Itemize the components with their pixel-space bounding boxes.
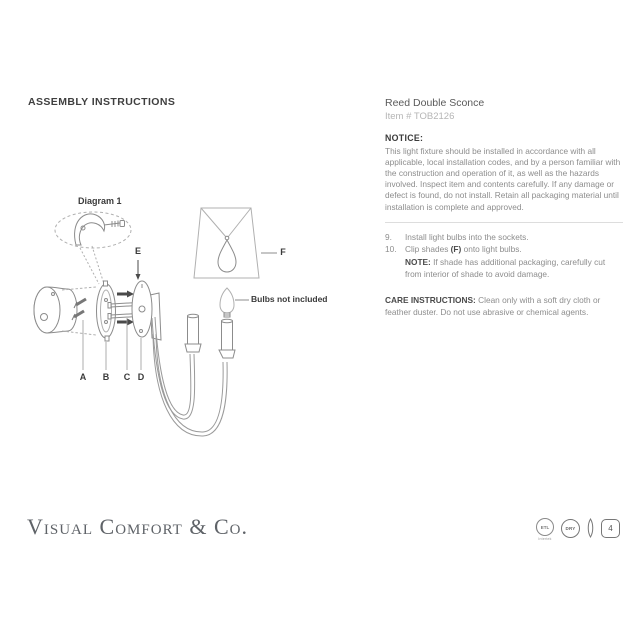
- step-part-reference: (F): [450, 243, 462, 254]
- part-label-e: E: [134, 246, 142, 256]
- assembly-diagram: [20, 188, 370, 468]
- step-number: 9.: [385, 231, 392, 242]
- detail-view-callout: [55, 212, 131, 284]
- lens-mark-icon: [586, 518, 595, 538]
- label-e-arrow: [136, 260, 141, 280]
- backplate: [132, 281, 161, 340]
- section-divider: [385, 222, 623, 223]
- certification-marks: [535, 518, 620, 541]
- step-text: Install light bulbs into the sockets.: [405, 231, 529, 242]
- bulbs-not-included-note: Bulbs not included: [251, 294, 328, 304]
- intertek-label: Intertek: [538, 537, 552, 541]
- part-label-c: C: [123, 372, 131, 382]
- brand-logo: Visual Comfort & Co.: [27, 514, 248, 539]
- junction-box: [34, 287, 96, 335]
- page-number-badge: 4: [601, 519, 620, 538]
- product-item-number: Item # TOB2126: [385, 111, 455, 122]
- notice-label: NOTICE:: [385, 133, 424, 143]
- step-row-9: [385, 231, 623, 243]
- step-text: [401, 243, 623, 255]
- step-number: 10.: [385, 243, 397, 254]
- etl-certification-icon: [535, 518, 555, 541]
- care-label: CARE INSTRUCTIONS:: [385, 294, 476, 305]
- light-bulb: [220, 288, 249, 317]
- product-name: Reed Double Sconce: [385, 97, 485, 109]
- assembly-steps-list: [385, 231, 623, 280]
- care-body: Clean only with a soft dry cloth or feather duster. Do not use abrasive or chemical agents.: [385, 294, 601, 317]
- candle-sockets: [185, 314, 235, 358]
- mounting-ring: [97, 281, 116, 341]
- etl-circle-icon: ETL: [536, 518, 554, 536]
- step-text-post: onto light bulbs.: [461, 243, 522, 254]
- notice-body: This light fixture should be installed in accordance with all applicable, local installation codes, and by a person familiar with the construction and operation of it, as well as the hazards involved. Inspect item and contents carefully. If any damage or defect is found, do not install. Retain all packaging material until installation is complete and approved.: [385, 146, 621, 212]
- part-label-b: B: [102, 372, 110, 382]
- step-row-10: [385, 243, 623, 255]
- part-label-d: D: [137, 372, 145, 382]
- diagram-title: Diagram 1: [78, 196, 122, 206]
- dry-rating-icon: DRY: [561, 519, 580, 538]
- step-note: [385, 256, 623, 280]
- page-title: ASSEMBLY INSTRUCTIONS: [28, 96, 176, 108]
- direction-arrows: [117, 291, 134, 326]
- part-label-a: A: [79, 372, 87, 382]
- note-label: NOTE:: [405, 256, 431, 267]
- step-text-pre: Clip shades: [405, 243, 451, 254]
- instructions-column: [385, 97, 623, 318]
- note-body: If shade has additional packaging, carefully cut from interior of shade to avoid damage.: [405, 256, 606, 279]
- shade: [194, 208, 277, 278]
- part-label-f: F: [280, 247, 286, 257]
- care-instructions: [385, 294, 623, 318]
